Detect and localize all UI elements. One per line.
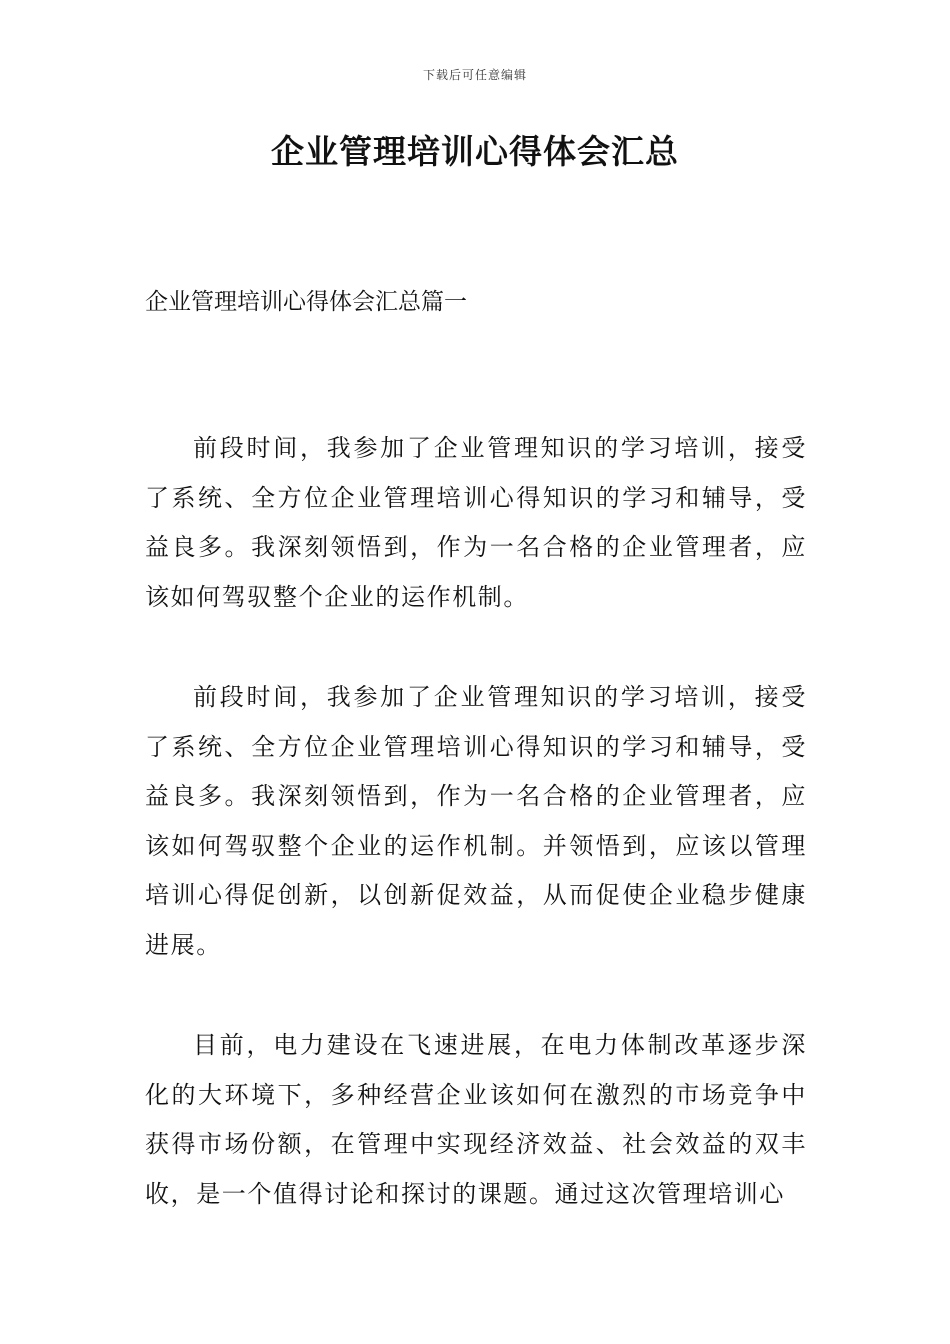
document-body	[145, 424, 807, 1270]
section-heading: 企业管理培训心得体会汇总篇一	[145, 289, 467, 315]
paragraph-2: 前段时间，我参加了企业管理知识的学习培训，接受了系统、全方位企业管理培训心得知识的学习和辅导，受益良多。我深刻领悟到，作为一名合格的企业管理者，应该如何驾驭整个企业的运作机制。并领悟到，应该以管理培训心得促创新，以创新促效益，从而促使企业稳步健康进展。	[145, 683, 807, 959]
header-note: 下载后可任意编辑	[422, 68, 527, 82]
paragraph-1: 前段时间，我参加了企业管理知识的学习培训，接受了系统、全方位企业管理培训心得知识的学习和辅导，受益良多。我深刻领悟到，作为一名合格的企业管理者，应该如何驾驭整个企业的运作机制。	[145, 434, 807, 611]
paragraph-3: 目前，电力建设在飞速进展，在电力体制改革逐步深化的大环境下，多种经营企业该如何在激烈的市场竞争中获得市场份额，在管理中实现经济效益、社会效益的双丰收，是一个值得讨论和探讨的课题。通过这次管理培训心	[145, 1031, 807, 1208]
document-title: 企业管理培训心得体会汇总	[271, 132, 679, 171]
